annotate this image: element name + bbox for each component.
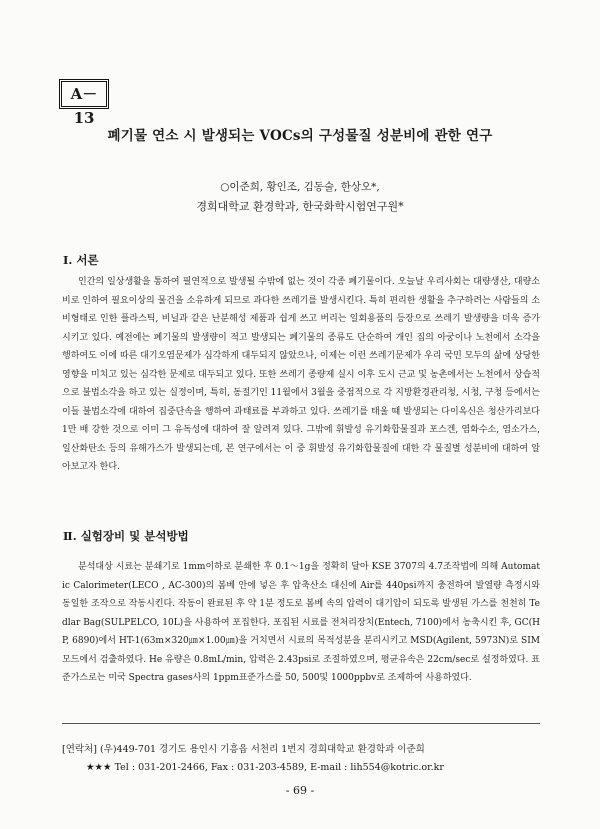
affiliation-list: 경희대학교 환경학과, 한국화학시험연구원* (196, 200, 404, 213)
paper-title: 폐기물 연소 시 발생되는 VOCs의 구성물질 성분비에 관한 연구 (107, 128, 493, 144)
section-body-introduction: 인간의 일상생활을 통하여 필연적으로 발생될 수밖에 없는 것이 각종 폐기물이다. 오늘날 우리사회는 대량생산, 대량소비로 인하여 필요이상의 물건을 소유하게 되므로 과다한 쓰레기를 발생시킨다. 특히 편리한 생활을 추구하려는 사람들의 소비형태로 인한 플라스틱, 비닐과 같은 난분해성 제품과 쉽게 쓰고 버리는 일회용품의 등장으로 쓰레기 발생량을 더욱 증가시키고 있다. 예전에는 폐기물의 발생량이 적고 발생되는 폐기물의 종류도 단순하여 개인 집의 아궁이나 노천에서 소각을 행하여도 이에 따른 대기오염문제가 심각하게 대두되지 않았으나, 이제는 이런 쓰레기문제가 우리 국민 모두의 삶에 상당한 영향을 미치고 있는 심각한 문제로 대두되고 있다. 또한 쓰레기 종량제 실시 이후 도시 근교 및 농촌에서는 노천에서 상습적으로 불법소각을 하고 있는 실정이며, 특히, 동절기인 11월에서 3월을 중점적으로 각 지방환경관리청, 시청, 구청 등에서는 이들 불법소각에 대하여 집중단속을 행하여 과태료를 부과하고 있다. 쓰레기를 태울 때 발생되는 다이옥신은 청산가리보다 1만 배 강한 것으로 이미 그 유독성에 대하여 잘 알려져 있다. 그밖에 휘발성 유기화합물질과 포스겐, 염화수소, 염소가스, 일산화탄소 등의 유해가스가 발생되는데, 본 연구에서는 이 중 휘발성 유기화합물질에 대한 각 물질별 성분비에 대하여 알아보고자 한다. (62, 277, 540, 472)
abstract-code-box: A－13 (59, 79, 109, 109)
contact-phone-email: ★★★ Tel : 031-201-2466, Fax : 031-203-4589, E-mail : lih554@kotric.or.kr (86, 762, 444, 773)
section-heading-methods: Ⅱ. 실험장비 및 분석방법 (63, 529, 189, 543)
section-body-methods: 분석대상 시료는 분쇄기로 1mm이하로 분쇄한 후 0.1～1g을 정확히 달아 KSE 3707의 4.7조작법에 의해 Automatic Calorimeter(LECO , AC-300)의 봄베 안에 넣은 후 압축산소 대신에 Air를 440psi까지 충전하여 발열량 측정시와 동일한 조작으로 작동시킨다. 작동이 완료된 후 약 1분 정도로 봄베 속의 압력이 대기압이 되도록 발생된 가스를 천천히 Tedlar Bag(SULPELCO, 10L)을 사용하여 포집한다. 포집된 시료를 전처리장치(Entech, 7100)에서 농축시킨 후, GC(HP, 6890)에서 HT-1(63m×320㎛×1.00㎛)을 거치면서 시료의 목적성분을 분리시키고 MSD(Agilent, 5973N)로 SIM모드에서 검출하였다. He 유량은 0.8mL/min, 압력은 2.43psi로 조절하였으며, 평균유속은 22cm/sec로 설정하였다. 표준가스로는 미국 Spectra gases사의 1ppm표준가스를 50, 500및 1000ppbv로 조제하여 사용하였다. (62, 562, 540, 683)
contact-address: [연락처] (우)449-701 경기도 용인시 기흥읍 서천리 1번지 경희대학교 환경학과 이준희 (62, 744, 425, 755)
author-list: ○이준희, 황인조, 김동술, 한상오*, (220, 181, 380, 193)
section-heading-introduction: Ⅰ. 서론 (63, 253, 99, 267)
footer-divider (62, 723, 540, 724)
page-number: - 69 - (285, 784, 315, 797)
